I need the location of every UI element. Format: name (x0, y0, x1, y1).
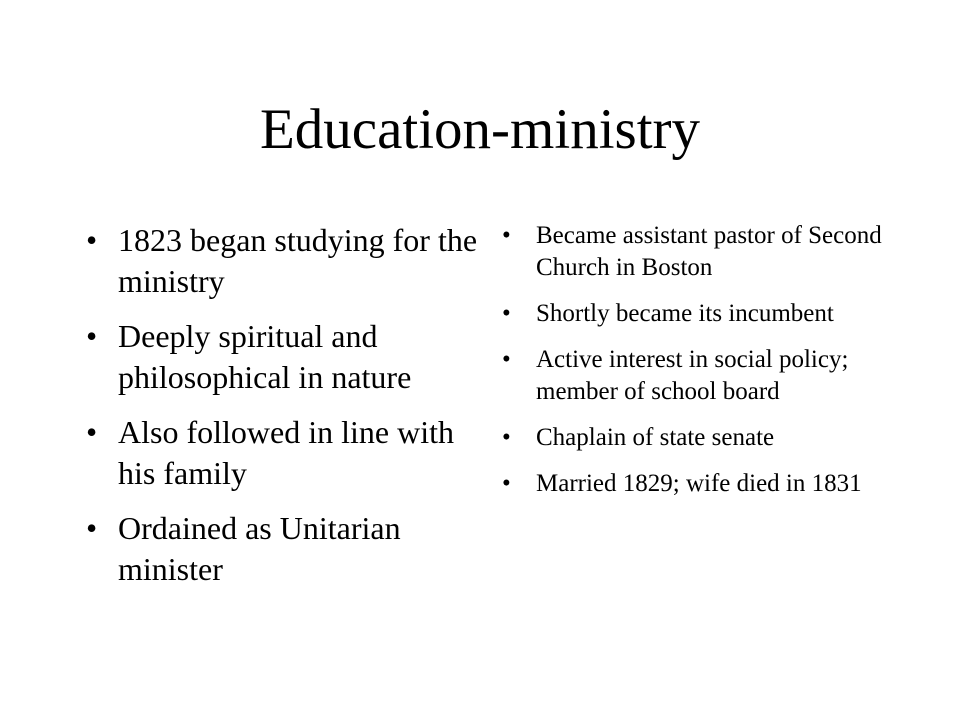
bullet-icon: • (502, 300, 511, 327)
bullet-icon: • (86, 318, 98, 354)
left-bullet-list (86, 220, 486, 604)
bullet-icon: • (502, 470, 511, 497)
bullet-text: Shortly became its incumbent (536, 300, 834, 327)
bullet-text: Active interest in social policy; member of school board (536, 346, 849, 405)
bullet-text: Chaplain of state senate (536, 424, 775, 451)
right-bullet-item (502, 344, 902, 408)
right-bullet-item (502, 298, 902, 330)
left-bullet-item (86, 316, 486, 398)
bullet-text: Deeply spiritual and philosophical in nature (118, 318, 412, 395)
bullet-icon: • (86, 222, 98, 258)
left-bullet-item (86, 220, 486, 302)
right-bullet-item (502, 220, 902, 284)
slide-title: Education-ministry (259, 98, 701, 161)
bullet-text: Married 1829; wife died in 1831 (536, 470, 862, 497)
bullet-text: Also followed in line with his family (118, 414, 454, 491)
left-bullet-item (86, 508, 486, 590)
bullet-text: Ordained as Unitarian minister (118, 510, 401, 587)
right-bullet-item (502, 468, 902, 500)
bullet-icon: • (86, 414, 98, 450)
bullet-icon: • (502, 424, 511, 451)
bullet-icon: • (86, 510, 98, 546)
bullet-icon: • (502, 346, 511, 373)
bullet-text: 1823 began studying for the ministry (118, 222, 478, 299)
bullet-text: Became assistant pastor of Second Church in Boston (536, 222, 882, 281)
right-bullet-item (502, 422, 902, 454)
bullet-icon: • (502, 222, 511, 249)
right-bullet-list (502, 220, 902, 514)
left-bullet-item (86, 412, 486, 494)
